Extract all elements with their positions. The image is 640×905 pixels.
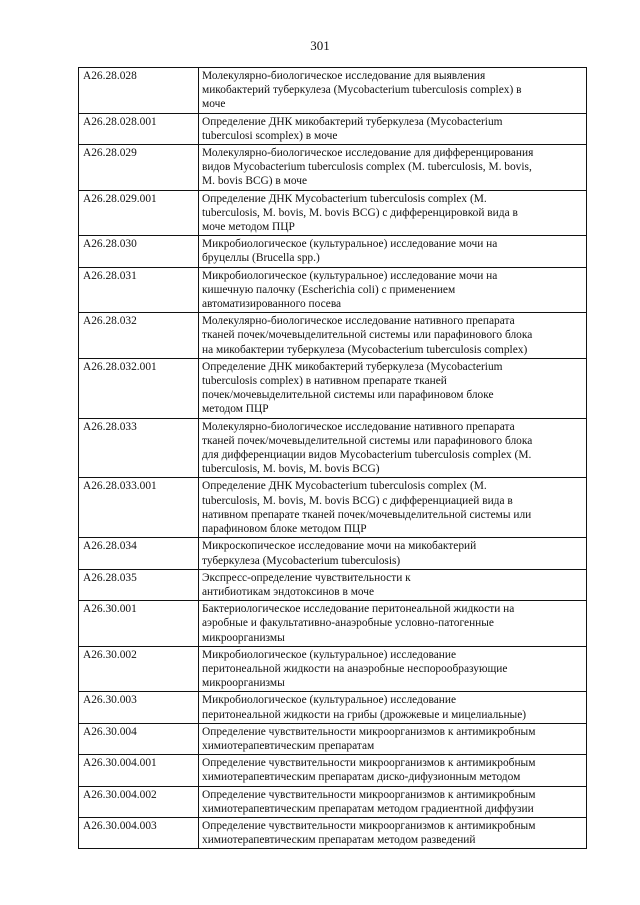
- description-line: почек/мочевыделительной системы или парафиновом блоке: [202, 389, 494, 402]
- description-line: Экспресс-определение чувствительности к: [202, 571, 411, 584]
- service-description-cell: [199, 601, 587, 647]
- table-row: [79, 190, 587, 236]
- service-code-cell: A26.28.032.001: [79, 358, 199, 418]
- service-code-cell: A26.30.004.001: [79, 755, 199, 786]
- service-description-cell: [199, 538, 587, 569]
- service-code-cell: A26.28.030: [79, 236, 199, 267]
- description-line: Молекулярно-биологическое исследование нативного препарата: [202, 420, 515, 433]
- table-row: [79, 786, 587, 817]
- description-line: Определение ДНК микобактерий туберкулеза (Mycobacterium: [202, 360, 503, 373]
- description-line: бруцеллы (Brucella spp.): [202, 252, 320, 265]
- description-line: на микобактерии туберкулеза (Mycobacterium tuberculosis complex): [202, 343, 528, 356]
- table-row: [79, 569, 587, 600]
- description-line: tuberculosis, M. bovis, M. bovis BCG) с дифференциацией вида в: [202, 494, 513, 507]
- service-code-cell: A26.30.004: [79, 723, 199, 754]
- service-code-cell: A26.28.032: [79, 313, 199, 359]
- service-codes-table-body: [79, 68, 587, 849]
- description-line: моче: [202, 98, 226, 111]
- description-line: Определение чувствительности микроорганизмов к антимикробным: [202, 788, 536, 801]
- description-line: Определение чувствительности микроорганизмов к антимикробным: [202, 819, 536, 832]
- service-code-cell: A26.28.028.001: [79, 113, 199, 144]
- description-line: методом ПЦР: [202, 403, 269, 416]
- table-row: [79, 538, 587, 569]
- description-line: автоматизированного посева: [202, 298, 342, 311]
- description-line: антибиотикам эндотоксинов в моче: [202, 585, 375, 598]
- description-line: химиотерапевтическим препаратам методом разведений: [202, 834, 476, 847]
- service-code-cell: A26.28.029.001: [79, 190, 199, 236]
- table-row: [79, 313, 587, 359]
- description-line: Определение чувствительности микроорганизмов к антимикробным: [202, 725, 536, 738]
- service-code-cell: A26.28.028: [79, 68, 199, 114]
- description-line: Определение чувствительности микроорганизмов к антимикробным: [202, 757, 536, 770]
- description-line: химиотерапевтическим препаратам диско-дифузионным методом: [202, 771, 521, 784]
- table-row: [79, 723, 587, 754]
- service-code-cell: A26.28.033: [79, 418, 199, 478]
- service-description-cell: [199, 692, 587, 723]
- service-code-cell: A26.28.031: [79, 267, 199, 313]
- description-line: Молекулярно-биологическое исследование для дифференцирования: [202, 147, 534, 160]
- description-line: tuberculosis, M. bovis, M. bovis BCG): [202, 463, 380, 476]
- description-line: видов Mycobacterium tuberculosis complex (M. tuberculosis, M. bovis,: [202, 161, 532, 174]
- service-code-cell: A26.28.034: [79, 538, 199, 569]
- description-line: Определение ДНК микобактерий туберкулеза (Mycobacterium: [202, 115, 503, 128]
- table-row: [79, 358, 587, 418]
- description-line: Микробиологическое (культуральное) исследование: [202, 648, 457, 661]
- table-row: [79, 817, 587, 848]
- description-line: tuberculosi scomplex) в моче: [202, 129, 338, 142]
- description-line: перитонеальной жидкости на грибы (дрожжевые и мицелиальные): [202, 708, 527, 721]
- service-code-cell: A26.30.003: [79, 692, 199, 723]
- description-line: микроорганизмы: [202, 677, 285, 690]
- service-description-cell: [199, 569, 587, 600]
- description-line: туберкулеза (Mycobacterium tuberculosis): [202, 554, 401, 567]
- description-line: Молекулярно-биологическое исследование для выявления: [202, 70, 486, 82]
- table-row: [79, 68, 587, 114]
- service-code-cell: A26.30.002: [79, 646, 199, 692]
- service-description-cell: [199, 68, 587, 114]
- table-row: [79, 145, 587, 191]
- description-line: микроорганизмы: [202, 631, 285, 644]
- description-line: Определение ДНК Mycobacterium tuberculosis complex (M.: [202, 480, 487, 493]
- description-line: M. bovis BCG) в моче: [202, 175, 308, 188]
- description-line: нативном препарате тканей почек/мочевыделительной системы или: [202, 508, 532, 521]
- description-line: Определение ДНК Mycobacterium tuberculosis complex (M.: [202, 192, 487, 205]
- service-description-cell: [199, 145, 587, 191]
- table-row: [79, 113, 587, 144]
- service-code-cell: A26.28.035: [79, 569, 199, 600]
- service-description-cell: [199, 478, 587, 538]
- service-description-cell: [199, 418, 587, 478]
- service-description-cell: [199, 817, 587, 848]
- table-row: [79, 646, 587, 692]
- table-row: [79, 478, 587, 538]
- service-code-cell: A26.30.001: [79, 601, 199, 647]
- service-description-cell: [199, 267, 587, 313]
- service-description-cell: [199, 646, 587, 692]
- table-row: [79, 692, 587, 723]
- description-line: тканей почек/мочевыделительной системы или парафинового блока: [202, 434, 533, 447]
- service-code-cell: A26.30.004.002: [79, 786, 199, 817]
- service-codes-table: [78, 67, 587, 849]
- description-line: химиотерапевтическим препаратам методом градиентной диффузии: [202, 802, 534, 815]
- service-description-cell: [199, 236, 587, 267]
- service-description-cell: [199, 113, 587, 144]
- description-line: кишечную палочку (Escherichia coli) с применением: [202, 283, 456, 296]
- description-line: tuberculosis, M. bovis, M. bovis BCG) с дифференцировкой вида в: [202, 206, 518, 219]
- service-description-cell: [199, 358, 587, 418]
- service-code-cell: A26.30.004.003: [79, 817, 199, 848]
- description-line: микобактерий туберкулеза (Mycobacterium tuberculosis complex) в: [202, 84, 522, 97]
- description-line: Микроскопическое исследование мочи на микобактерий: [202, 540, 477, 553]
- service-description-cell: [199, 190, 587, 236]
- description-line: Микробиологическое (культуральное) исследование мочи на: [202, 238, 498, 251]
- description-line: Молекулярно-биологическое исследование нативного препарата: [202, 315, 515, 328]
- page-number: 301: [310, 38, 330, 53]
- service-description-cell: [199, 755, 587, 786]
- description-line: для дифференциации видов Mycobacterium tuberculosis complex (M.: [202, 449, 532, 462]
- service-description-cell: [199, 723, 587, 754]
- table-row: [79, 418, 587, 478]
- description-line: моче методом ПЦР: [202, 221, 295, 234]
- service-description-cell: [199, 786, 587, 817]
- table-row: [79, 601, 587, 647]
- description-line: химиотерапевтическим препаратам: [202, 739, 375, 752]
- description-line: Бактериологическое исследование перитонеальной жидкости на: [202, 603, 515, 616]
- table-row: [79, 267, 587, 313]
- description-line: Микробиологическое (культуральное) исследование: [202, 694, 457, 707]
- service-code-cell: A26.28.033.001: [79, 478, 199, 538]
- description-line: аэробные и факультативно-анаэробные условно-патогенные: [202, 617, 494, 630]
- description-line: парафиновом блоке методом ПЦР: [202, 523, 367, 536]
- table-row: [79, 755, 587, 786]
- description-line: перитонеальной жидкости на анаэробные неспорообразующие: [202, 662, 508, 675]
- service-code-cell: A26.28.029: [79, 145, 199, 191]
- description-line: Микробиологическое (культуральное) исследование мочи на: [202, 269, 498, 282]
- description-line: тканей почек/мочевыделительной системы или парафинового блока: [202, 329, 533, 342]
- table-row: [79, 236, 587, 267]
- description-line: tuberculosis complex) в нативном препарате тканей: [202, 375, 447, 388]
- service-description-cell: [199, 313, 587, 359]
